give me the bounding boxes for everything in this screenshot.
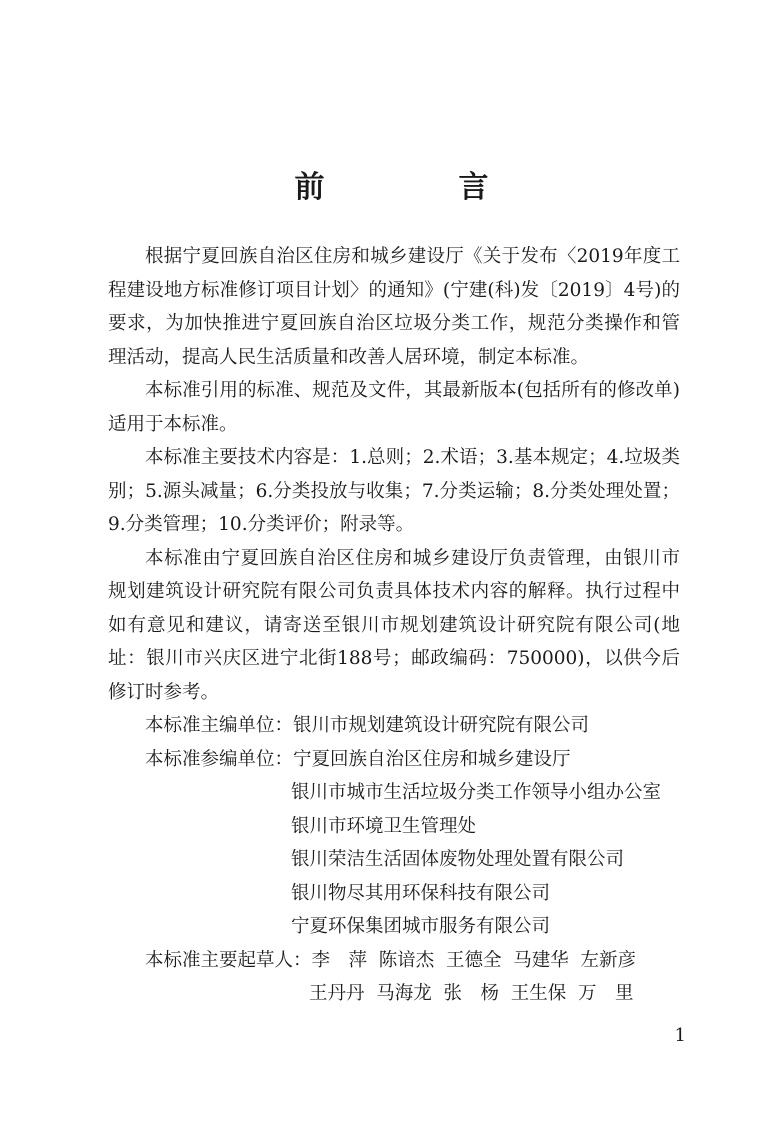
participating-unit: 银川市城市生活垃圾分类工作领导小组办公室 <box>291 782 662 803</box>
paragraph-management: 本标准由宁夏回族自治区住房和城乡建设厅负责管理，由银川市规划建筑设计研究院有限公司负责具体技术内容的解释。执行过程中如有意见和建议，请寄送至银川市规划建筑设计研究院有限公司(地址：银川市兴庆区进宁北街188号；邮政编码：750000)，以供今后修订时参考。 <box>108 547 680 703</box>
page-number: 1 <box>674 1025 686 1046</box>
paragraph-basis: 根据宁夏回族自治区住房和城乡建设厅《关于发布〈2019年度工程建设地方标准修订项目计划〉的通知》(宁建(科)发〔2019〕4号)的要求，为加快推进宁夏回族自治区垃圾分类工作，规范分类操作和管理活动，提高人民生活质量和改善人居环境，制定本标准。 <box>108 246 680 368</box>
paragraph-references: 本标准引用的标准、规范及文件，其最新版本(包括所有的修改单)适用于本标准。 <box>108 380 680 435</box>
chief-editor-unit: 本标准主编单位：银川市规划建筑设计研究院有限公司 <box>145 715 590 736</box>
participating-unit: 银川市环境卫生管理处 <box>291 815 477 837</box>
drafters-line-1: 本标准主要起草人：李 萍 陈谙杰 王德全 马建华 左新彦 <box>145 949 637 971</box>
foreword-body <box>108 240 680 1011</box>
participating-unit-first: 本标准参编单位：宁夏回族自治区住房和城乡建设厅 <box>145 748 571 770</box>
paragraph-contents: 本标准主要技术内容是：1.总则；2.术语；3.基本规定；4.垃圾类别；5.源头减量；6.分类投放与收集；7.分类运输；8.分类处理处置；9.分类管理；10.分类评价；附录等。 <box>108 447 680 535</box>
participating-unit: 银川物尽其用环保科技有限公司 <box>291 882 551 904</box>
participating-unit: 银川荣洁生活固体废物处理处置有限公司 <box>291 849 625 870</box>
participating-unit: 宁夏环保集团城市服务有限公司 <box>291 916 551 937</box>
drafters-line-2: 王丹丹 马海龙 张 杨 王生保 万 里 <box>309 983 634 1004</box>
page-title: 前 言 <box>294 170 541 205</box>
